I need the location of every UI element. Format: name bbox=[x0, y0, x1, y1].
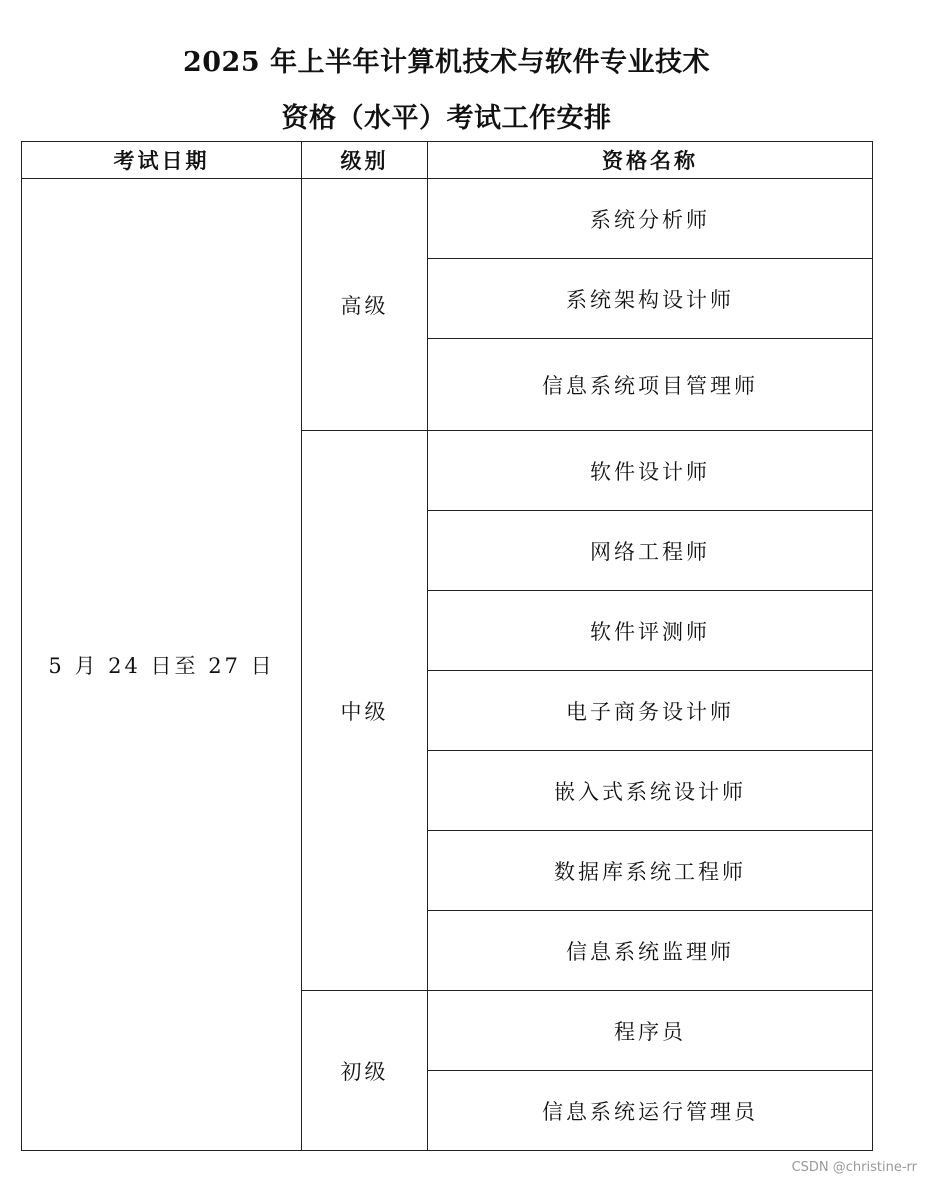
header-row bbox=[22, 142, 873, 179]
qualification-name: 系统分析师 bbox=[428, 179, 873, 259]
header-name: 资格名称 bbox=[428, 142, 873, 179]
exam-date-cell: 5 月 24 日至 27 日 bbox=[22, 179, 302, 1151]
header-date: 考试日期 bbox=[22, 142, 302, 179]
qualification-name: 软件设计师 bbox=[428, 431, 873, 511]
qualification-name: 程序员 bbox=[428, 991, 873, 1071]
qualification-name: 系统架构设计师 bbox=[428, 259, 873, 339]
qualification-name: 信息系统运行管理员 bbox=[428, 1071, 873, 1151]
level-cell-intermediate: 中级 bbox=[302, 431, 428, 991]
level-cell-senior: 高级 bbox=[302, 179, 428, 431]
page-title-line-2: 资格（水平）考试工作安排 bbox=[281, 103, 612, 134]
qualification-name: 数据库系统工程师 bbox=[428, 831, 873, 911]
qualification-name: 电子商务设计师 bbox=[428, 671, 873, 751]
qualification-name: 网络工程师 bbox=[428, 511, 873, 591]
qualification-name: 嵌入式系统设计师 bbox=[428, 751, 873, 831]
watermark: CSDN @christine-rr bbox=[791, 1160, 917, 1175]
qualification-name: 信息系统项目管理师 bbox=[428, 339, 873, 431]
page-title-line-1: 2025 年上半年计算机技术与软件专业技术 bbox=[182, 47, 711, 78]
qualification-name: 信息系统监理师 bbox=[428, 911, 873, 991]
table-row bbox=[22, 179, 873, 259]
level-cell-junior: 初级 bbox=[302, 991, 428, 1151]
header-level: 级别 bbox=[302, 142, 428, 179]
exam-schedule-table bbox=[21, 141, 873, 1151]
qualification-name: 软件评测师 bbox=[428, 591, 873, 671]
